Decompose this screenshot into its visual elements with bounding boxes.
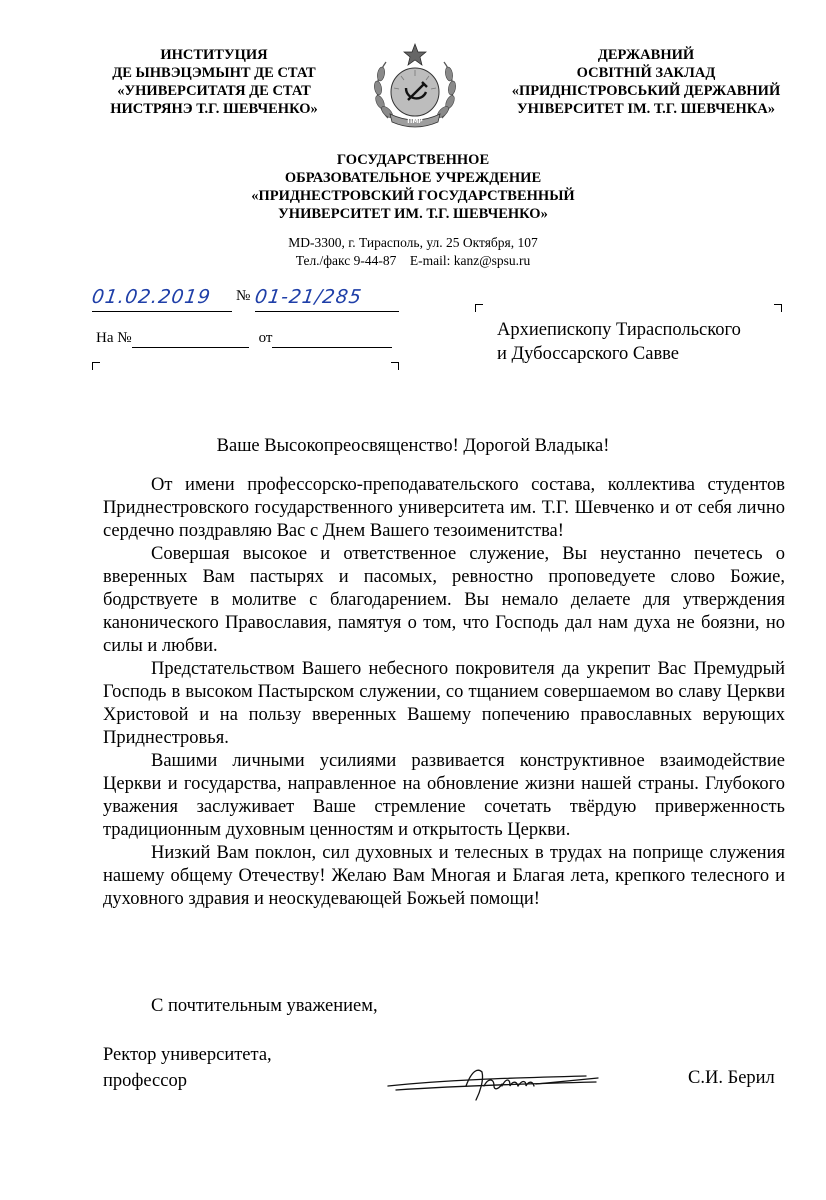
number-sign: № — [236, 288, 251, 304]
corner-mark — [774, 304, 782, 312]
body-paragraph: Вашими личными усилиями развивается конструктивное взаимодействие Церкви и государства, направленное на обновление жизни нашей страны. Глубокого уважения заслуживает Ваше стремление сочетать твёрдую приверженность традиционным духовным ценностям и открытость Церкви. — [103, 751, 785, 840]
header-right-block — [500, 46, 792, 118]
body-paragraph: Предстательством Вашего небесного покровителя да укрепит Вас Премудрый Господь в высоком Пастырском служении, со тщанием совершаемом во славу Церкви Христовой и на пользу вверенных Вашему попечению православных верующих Приднестровья. — [103, 659, 785, 748]
reply-number-label: На № — [96, 330, 132, 346]
corner-mark — [92, 362, 100, 370]
address-line: MD-3300, г. Тирасполь, ул. 25 Октября, 107 — [288, 235, 538, 250]
handwritten-signature-icon — [386, 1056, 616, 1106]
reply-date-blank — [272, 330, 392, 348]
header-left-line: НИСТРЯНЭ Т.Г. ШЕВЧЕНКО» — [110, 101, 318, 117]
reply-number-blank — [132, 330, 249, 348]
registration-date: 01.02.2019 — [90, 286, 213, 308]
reply-from-label: от — [258, 330, 273, 346]
header-right-line: УНІВЕРСИТЕТ ІМ. Т.Г. ШЕВЧЕНКА» — [517, 101, 775, 117]
signatory-title — [103, 1042, 272, 1094]
header-right-line: ОСВІТНІЙ ЗАКЛАД — [576, 65, 716, 81]
number-underline — [255, 311, 399, 312]
header-left-line: ИНСТИТУЦИЯ — [160, 47, 268, 63]
header-center-block — [200, 151, 626, 223]
contact-line: Тел./факс 9-44-87 E-mail: kanz@spsu.ru — [295, 253, 531, 268]
recipient-line: Архиепископу Тираспольского — [497, 320, 741, 340]
greeting: Ваше Высокопреосвященство! Дорогой Владыка! — [216, 436, 610, 456]
recipient-block — [497, 318, 741, 366]
body-paragraph: Низкий Вам поклон, сил духовных и телесных в трудах на поприще служения нашему общему Отечеству! Желаю Вам Многая и Благая лета, крепкого телесного и духовного здравия и неоскудевающей Божьей помощи! — [103, 843, 785, 909]
header-left-line: «УНИВЕРСИТАТЯ ДЕ СТАТ — [117, 83, 311, 99]
header-center-line: ОБРАЗОВАТЕЛЬНОЕ УЧРЕЖДЕНИЕ — [284, 170, 542, 186]
header-center-line: УНИВЕРСИТЕТ ИМ. Т.Г. ШЕВЧЕНКО» — [278, 206, 548, 222]
header-center-line: «ПРИДНЕСТРОВСКИЙ ГОСУДАРСТВЕННЫЙ — [251, 188, 575, 204]
header-left-block — [88, 46, 340, 118]
body-paragraph: От имени профессорско-преподавательского состава, коллектива студентов Приднестровского государственного университета им. Т.Г. Шевченко и от себя лично сердечно поздравляю Вас с Днем Вашего тезоименитства! — [103, 475, 785, 541]
date-underline — [92, 311, 232, 312]
registration-number: 01-21/285 — [253, 286, 364, 308]
header-left-line: ДЕ ЫНВЭЦЭМЫНТ ДЕ СТАТ — [112, 65, 316, 81]
signatory-name: С.И. Берил — [688, 1068, 775, 1088]
letter-body — [103, 474, 785, 911]
signatory-title-line: профессор — [103, 1071, 187, 1091]
emblem-text: ПМР — [407, 118, 423, 125]
signatory-title-line: Ректор университета, — [103, 1045, 272, 1065]
header-right-line: «ПРИДНІСТРОВСЬКИЙ ДЕРЖАВНИЙ — [511, 83, 781, 99]
corner-mark — [475, 304, 483, 312]
corner-mark — [391, 362, 399, 370]
state-emblem-icon — [368, 40, 462, 134]
body-paragraph: Совершая высокое и ответственное служение, Вы неустанно печетесь о вверенных Вам пастырях и пасомых, ревностно проповедуете слово Божие, бодрствуете в молитве с благодарением. Вы немало делаете для утверждения канонического Православия, памятуя о том, что Господь дал нам духа не боязни, но силы и любви. — [103, 544, 785, 656]
reply-reference — [96, 330, 392, 348]
closing-phrase: С почтительным уважением, — [151, 996, 378, 1016]
address-block — [230, 234, 596, 270]
recipient-line: и Дубоссарского Савве — [497, 344, 680, 364]
header-center-line: ГОСУДАРСТВЕННОЕ — [336, 152, 490, 168]
header-right-line: ДЕРЖАВНИЙ — [597, 47, 695, 63]
